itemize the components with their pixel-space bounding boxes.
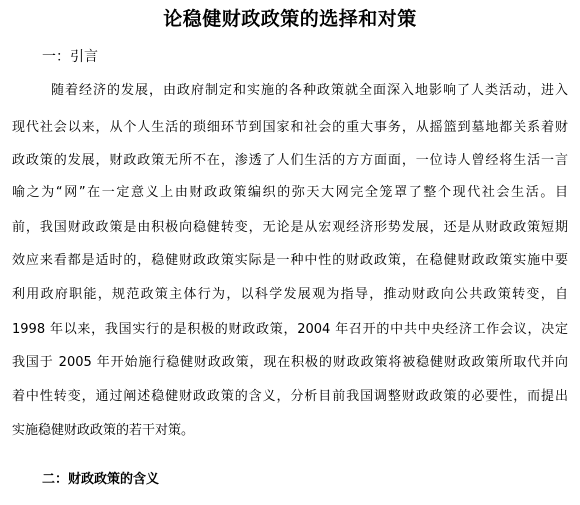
paragraph-line: 着中性转变，通过阐述稳健财政政策的含义，分析目前我国调整财政政策的必要性，而提出 [12, 389, 568, 404]
paragraph-line: 我国于 2005 年开始施行稳健财政政策，现在积极的财政政策将被稳健财政政策所取代并向 [12, 355, 568, 370]
paragraph-line: 利用政府职能，规范政策主体行为，以科学发展观为指导，推动财政向公共政策转变，自 [12, 287, 568, 302]
section-heading-fiscal-policy-meaning: 二：财政政策的含义 [42, 472, 160, 487]
paragraph-line: 政政策的发展，财政政策无所不在，渗透了人们生活的方方面面，一位诗人曾经将生活一言 [12, 153, 568, 168]
paragraph-line: 实施稳健财政政策的若干对策。 [12, 423, 195, 438]
paragraph-line: 现代社会以来，从个人生活的琐细环节到国家和社会的重大事务，从摇篮到墓地都关系着财 [12, 120, 568, 135]
paragraph-line: 1998 年以来，我国实行的是积极的财政政策，2004 年召开的中共中央经济工作会议，决定 [12, 322, 568, 337]
paragraph-line: 喻之为“网”在一定意义上由财政政策编织的弥天大网完全笼罩了整个现代社会生活。目 [12, 185, 568, 200]
paragraph-line: 随着经济的发展，由政府制定和实施的各种政策就全面深入地影响了人类活动，进入 [51, 83, 568, 98]
paragraph-line: 效应来看都是适时的，稳健财政政策实际是一种中性的财政政策，在稳健财政政策实施中要 [12, 253, 568, 268]
section-heading-introduction: 一：引言 [42, 49, 98, 65]
document-title: 论稳健财政政策的选择和对策 [163, 8, 417, 30]
paragraph-line: 前，我国财政政策是由积极向稳健转变，无论是从宏观经济形势发展，还是从财政政策短期 [12, 220, 568, 235]
